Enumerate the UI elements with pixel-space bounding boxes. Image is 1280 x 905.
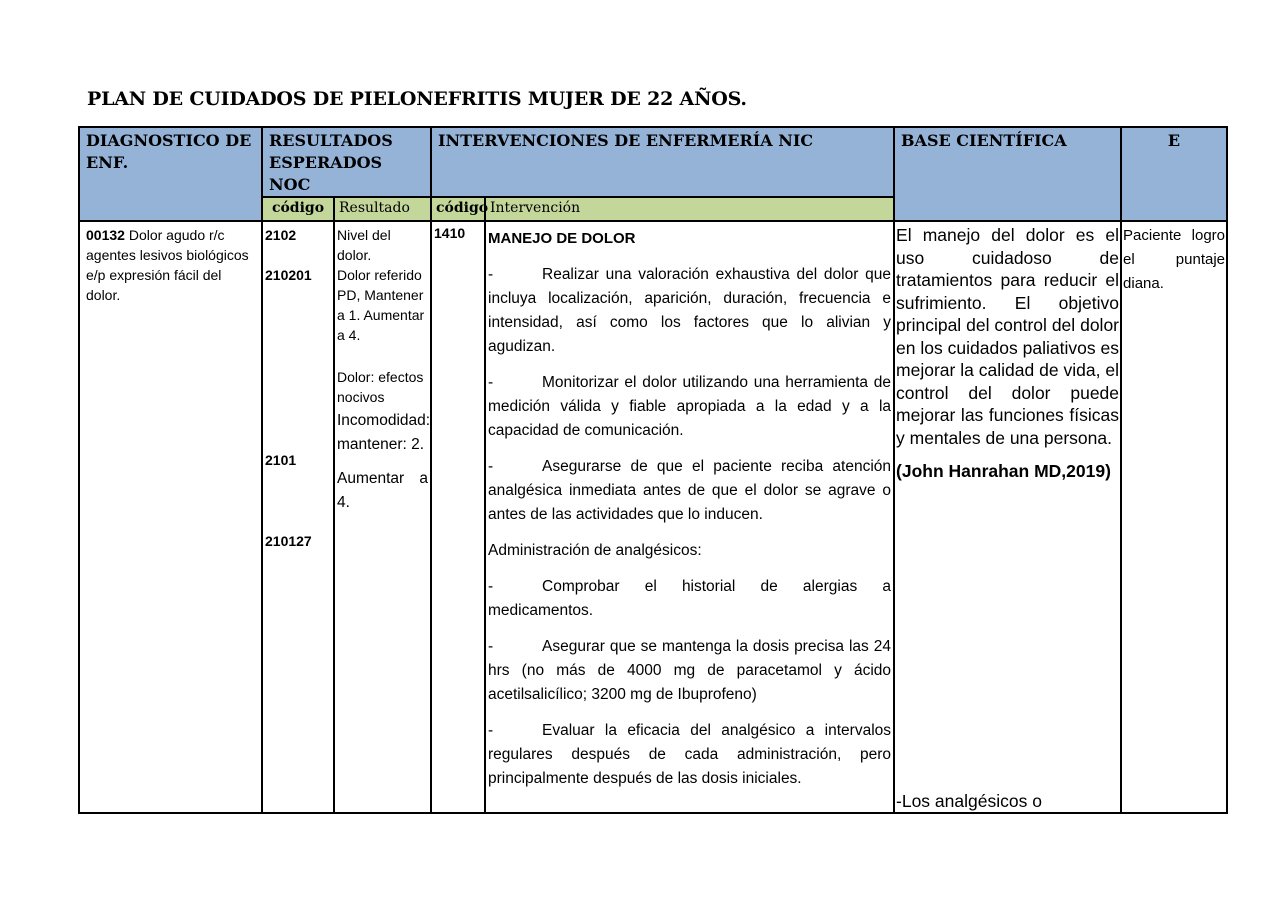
noc-resultado-1: Nivel del dolor.: [337, 227, 391, 263]
nic-codigo-cell: [431, 221, 485, 813]
subheader-nic-intervencion: Intervención: [485, 197, 894, 221]
intervencion-item: - Asegurar que se mantenga la dosis precisa las 24 hrs (no más de 4000 mg de paracetamol y ácido acetilsalicílico; 3200 mg de Ibuprofeno): [488, 638, 892, 703]
intervencion-item: - Asegurarse de que el paciente reciba atención analgésica inmediata antes de que el dolor se agrave o antes de las actividades que lo inducen.: [488, 458, 892, 523]
base-cientifica-inferior: -Los analgésicos o: [896, 791, 1042, 811]
base-cientifica-cell: [894, 221, 1121, 813]
header-resultados: RESULTADOS ESPERADOS NOC: [262, 127, 431, 197]
noc-resultado-3: Dolor: efectos nocivos: [337, 369, 424, 405]
noc-codigo-4: 210127: [265, 533, 312, 549]
header-evaluacion: E: [1121, 127, 1227, 221]
noc-codigo-cell: [262, 221, 334, 813]
header-base-cientifica: BASE CIENTÍFICA: [894, 127, 1121, 221]
subheader-noc-codigo: código: [262, 197, 334, 221]
diagnostico-texto: Dolor agudo r/c agentes lesivos biológicos e/p expresión fácil del dolor.: [86, 227, 249, 303]
noc-resultado-4: Incomodidad: mantener: 2.: [337, 412, 431, 453]
noc-codigo-2: 210201: [265, 267, 312, 283]
nic-codigo: 1410: [434, 225, 466, 241]
subheader-nic-codigo: código: [431, 197, 485, 221]
noc-resultado-cell: [334, 221, 431, 813]
noc-codigo-3: 2101: [265, 452, 297, 468]
intervencion-cell: [485, 221, 894, 813]
page-title: PLAN DE CUIDADOS DE PIELONEFRITIS MUJER DE 22 AÑOS.: [87, 88, 747, 110]
diagnostico-cell: [79, 221, 262, 813]
intervencion-titulo: MANEJO DE DOLOR: [488, 230, 636, 247]
header-diagnostico: DIAGNOSTICO DE ENF.: [79, 127, 262, 221]
noc-codigo-1: 2102: [265, 227, 297, 243]
evaluacion-texto: Paciente logro el puntaje diana.: [1123, 227, 1226, 292]
base-cientifica-texto: El manejo del dolor es el uso cuidadoso de tratamientos para reducir el sufrimiento. El objetivo principal del control del dolor en los cuidados paliativos es mejorar la calidad de vida, el control del dolor puede mejorar las funciones físicas y mentales de una persona.: [896, 225, 1120, 448]
header-intervenciones: INTERVENCIONES DE ENFERMERÍA NIC: [431, 127, 894, 197]
intervencion-item: - Realizar una valoración exhaustiva del dolor que incluya localización, aparición, duración, frecuencia e intensidad, así como los factores que lo alivian y agudizan.: [488, 266, 892, 355]
base-cientifica-cita: (John Hanrahan MD,2019): [896, 461, 1111, 481]
evaluacion-cell: [1121, 221, 1227, 813]
intervencion-subtitulo: Administración de analgésicos:: [488, 542, 702, 559]
diagnostico-codigo: 00132: [86, 227, 125, 243]
intervencion-item: - Monitorizar el dolor utilizando una herramienta de medición válida y fiable apropiada a la edad y a la capacidad de comunicación.: [488, 374, 892, 439]
noc-resultado-2: Dolor referido PD, Mantener a 1. Aumentar a 4.: [337, 267, 425, 343]
intervencion-item: - Evaluar la eficacia del analgésico a intervalos regulares después de cada administración, pero principalmente después de las dosis iniciales.: [488, 722, 892, 787]
noc-resultado-5: Aumentar a 4.: [337, 470, 428, 511]
intervencion-item: - Comprobar el historial de alergias a medicamentos.: [488, 578, 892, 619]
care-plan-table: [78, 126, 1228, 814]
subheader-noc-resultado: Resultado: [334, 197, 431, 221]
